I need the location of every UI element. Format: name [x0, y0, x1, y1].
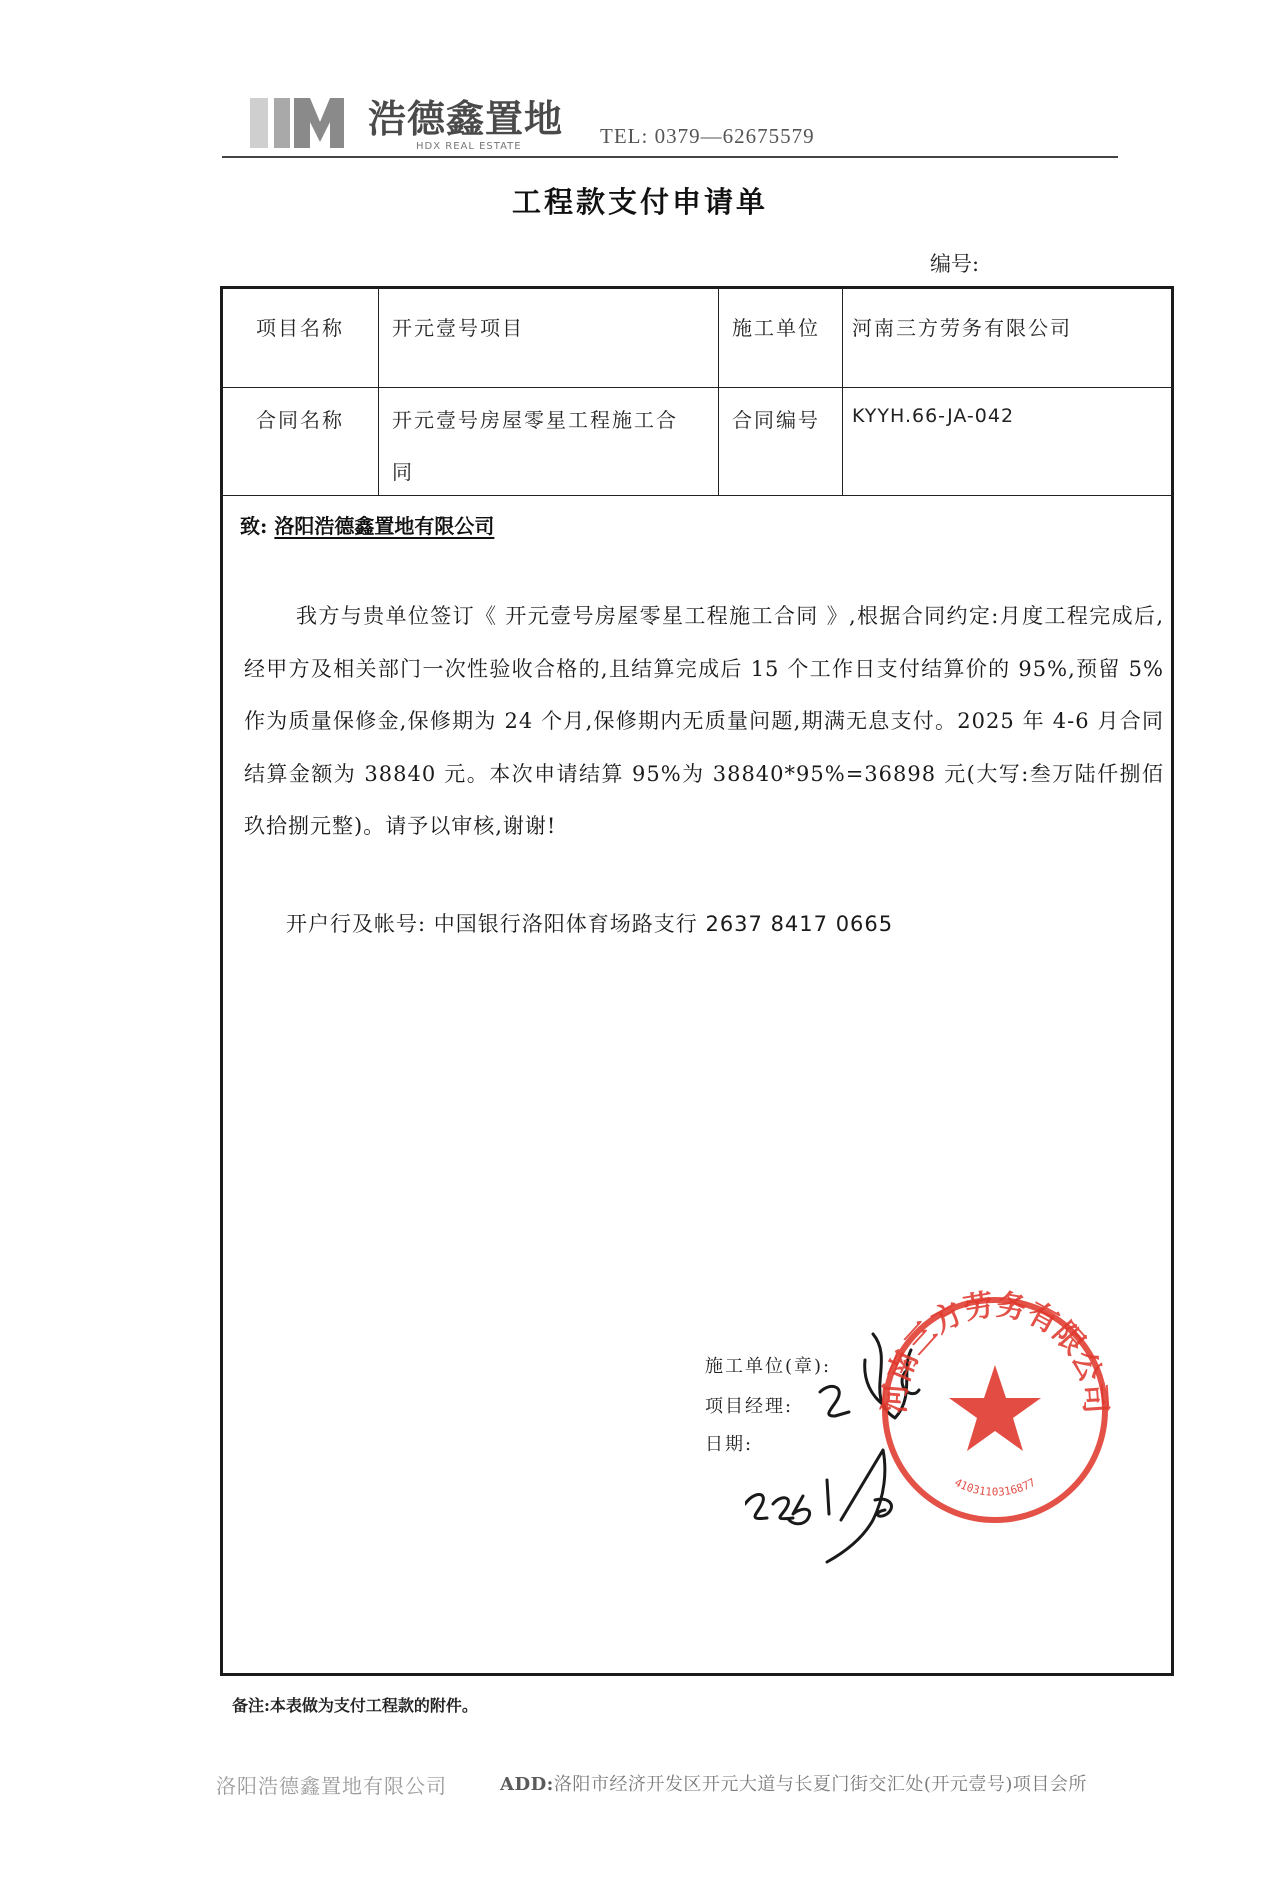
contract-number-label: 合同编号 — [732, 408, 820, 432]
page-title: 工程款支付申请单 — [511, 185, 768, 219]
contract-number-value: KYYH.66-JA-042 — [852, 405, 1015, 427]
seal-number: 4103110316877 — [952, 1475, 1038, 1499]
company-logo-icon — [248, 92, 346, 154]
project-manager-label: 项目经理: — [705, 1396, 794, 1417]
bank-label: 开户行及帐号: — [286, 912, 427, 936]
contract-name-value-continued: 同 — [392, 460, 414, 484]
company-logo-text: 浩德鑫置地 — [368, 97, 564, 141]
footer-company-name: 洛阳浩德鑫置地有限公司 — [216, 1774, 447, 1798]
addressee-label: 致: — [240, 514, 268, 538]
addressee-name: 洛阳浩德鑫置地有限公司 — [274, 514, 495, 538]
table-divider — [718, 286, 719, 496]
request-body-text: 我方与贵单位签订《 开元壹号房屋零星工程施工合同 》,根据合同约定:月度工程完成后,经甲方及相关部门一次性验收合格的,且结算完成后 15 个工作日支付结算价的 95%,预留 5%作为质量保修金,保修期为 24 个月,保修期内无质量问题,期满无息支付。2025 年 4-6 月合同结算金额为 38840 元。本次申请结算 95%为 38840*95%=36898 元(大写:叁万陆仟捌佰玖拾捌元整)。请予以审核,谢谢! — [244, 604, 1164, 838]
header-divider — [222, 156, 1118, 158]
footer-address-text: 洛阳市经济开发区开元大道与长夏门街交汇处(开元壹号)项目会所 — [553, 1774, 1087, 1795]
company-logo-subtitle: HDX REAL ESTATE — [416, 141, 522, 152]
svg-text:4103110316877 — [952, 1476, 1037, 1499]
project-name-value: 开元壹号项目 — [392, 316, 524, 340]
table-divider — [220, 495, 1174, 496]
contractor-value: 河南三方劳务有限公司 — [852, 316, 1072, 340]
contractor-label: 施工单位 — [732, 316, 820, 340]
addressee-line — [240, 510, 494, 539]
serial-number-label: 编号: — [930, 252, 980, 276]
table-divider — [842, 286, 843, 496]
bank-name: 中国银行洛阳体育场路支行 — [433, 912, 698, 936]
table-divider — [220, 387, 1174, 388]
footer-address — [500, 1770, 1087, 1796]
table-divider — [378, 286, 379, 496]
footer-address-label: ADD: — [500, 1774, 554, 1795]
telephone-number: TEL: 0379—62675579 — [600, 124, 815, 148]
bank-account-line — [286, 908, 893, 938]
seal-text: 河南三方劳务有限公司 — [877, 1287, 1113, 1415]
contract-name-value: 开元壹号房屋零星工程施工合 — [392, 408, 678, 432]
seal-star-icon — [949, 1365, 1041, 1451]
project-name-label: 项目名称 — [256, 316, 344, 340]
date-label: 日期: — [705, 1434, 754, 1455]
company-seal-stamp — [870, 1285, 1120, 1535]
remark-note: 备注:本表做为支付工程款的附件。 — [232, 1696, 478, 1715]
contract-name-label: 合同名称 — [256, 408, 344, 432]
contractor-seal-label: 施工单位(章): — [705, 1356, 832, 1377]
bank-account-number: 2637 8417 0665 — [705, 912, 894, 936]
